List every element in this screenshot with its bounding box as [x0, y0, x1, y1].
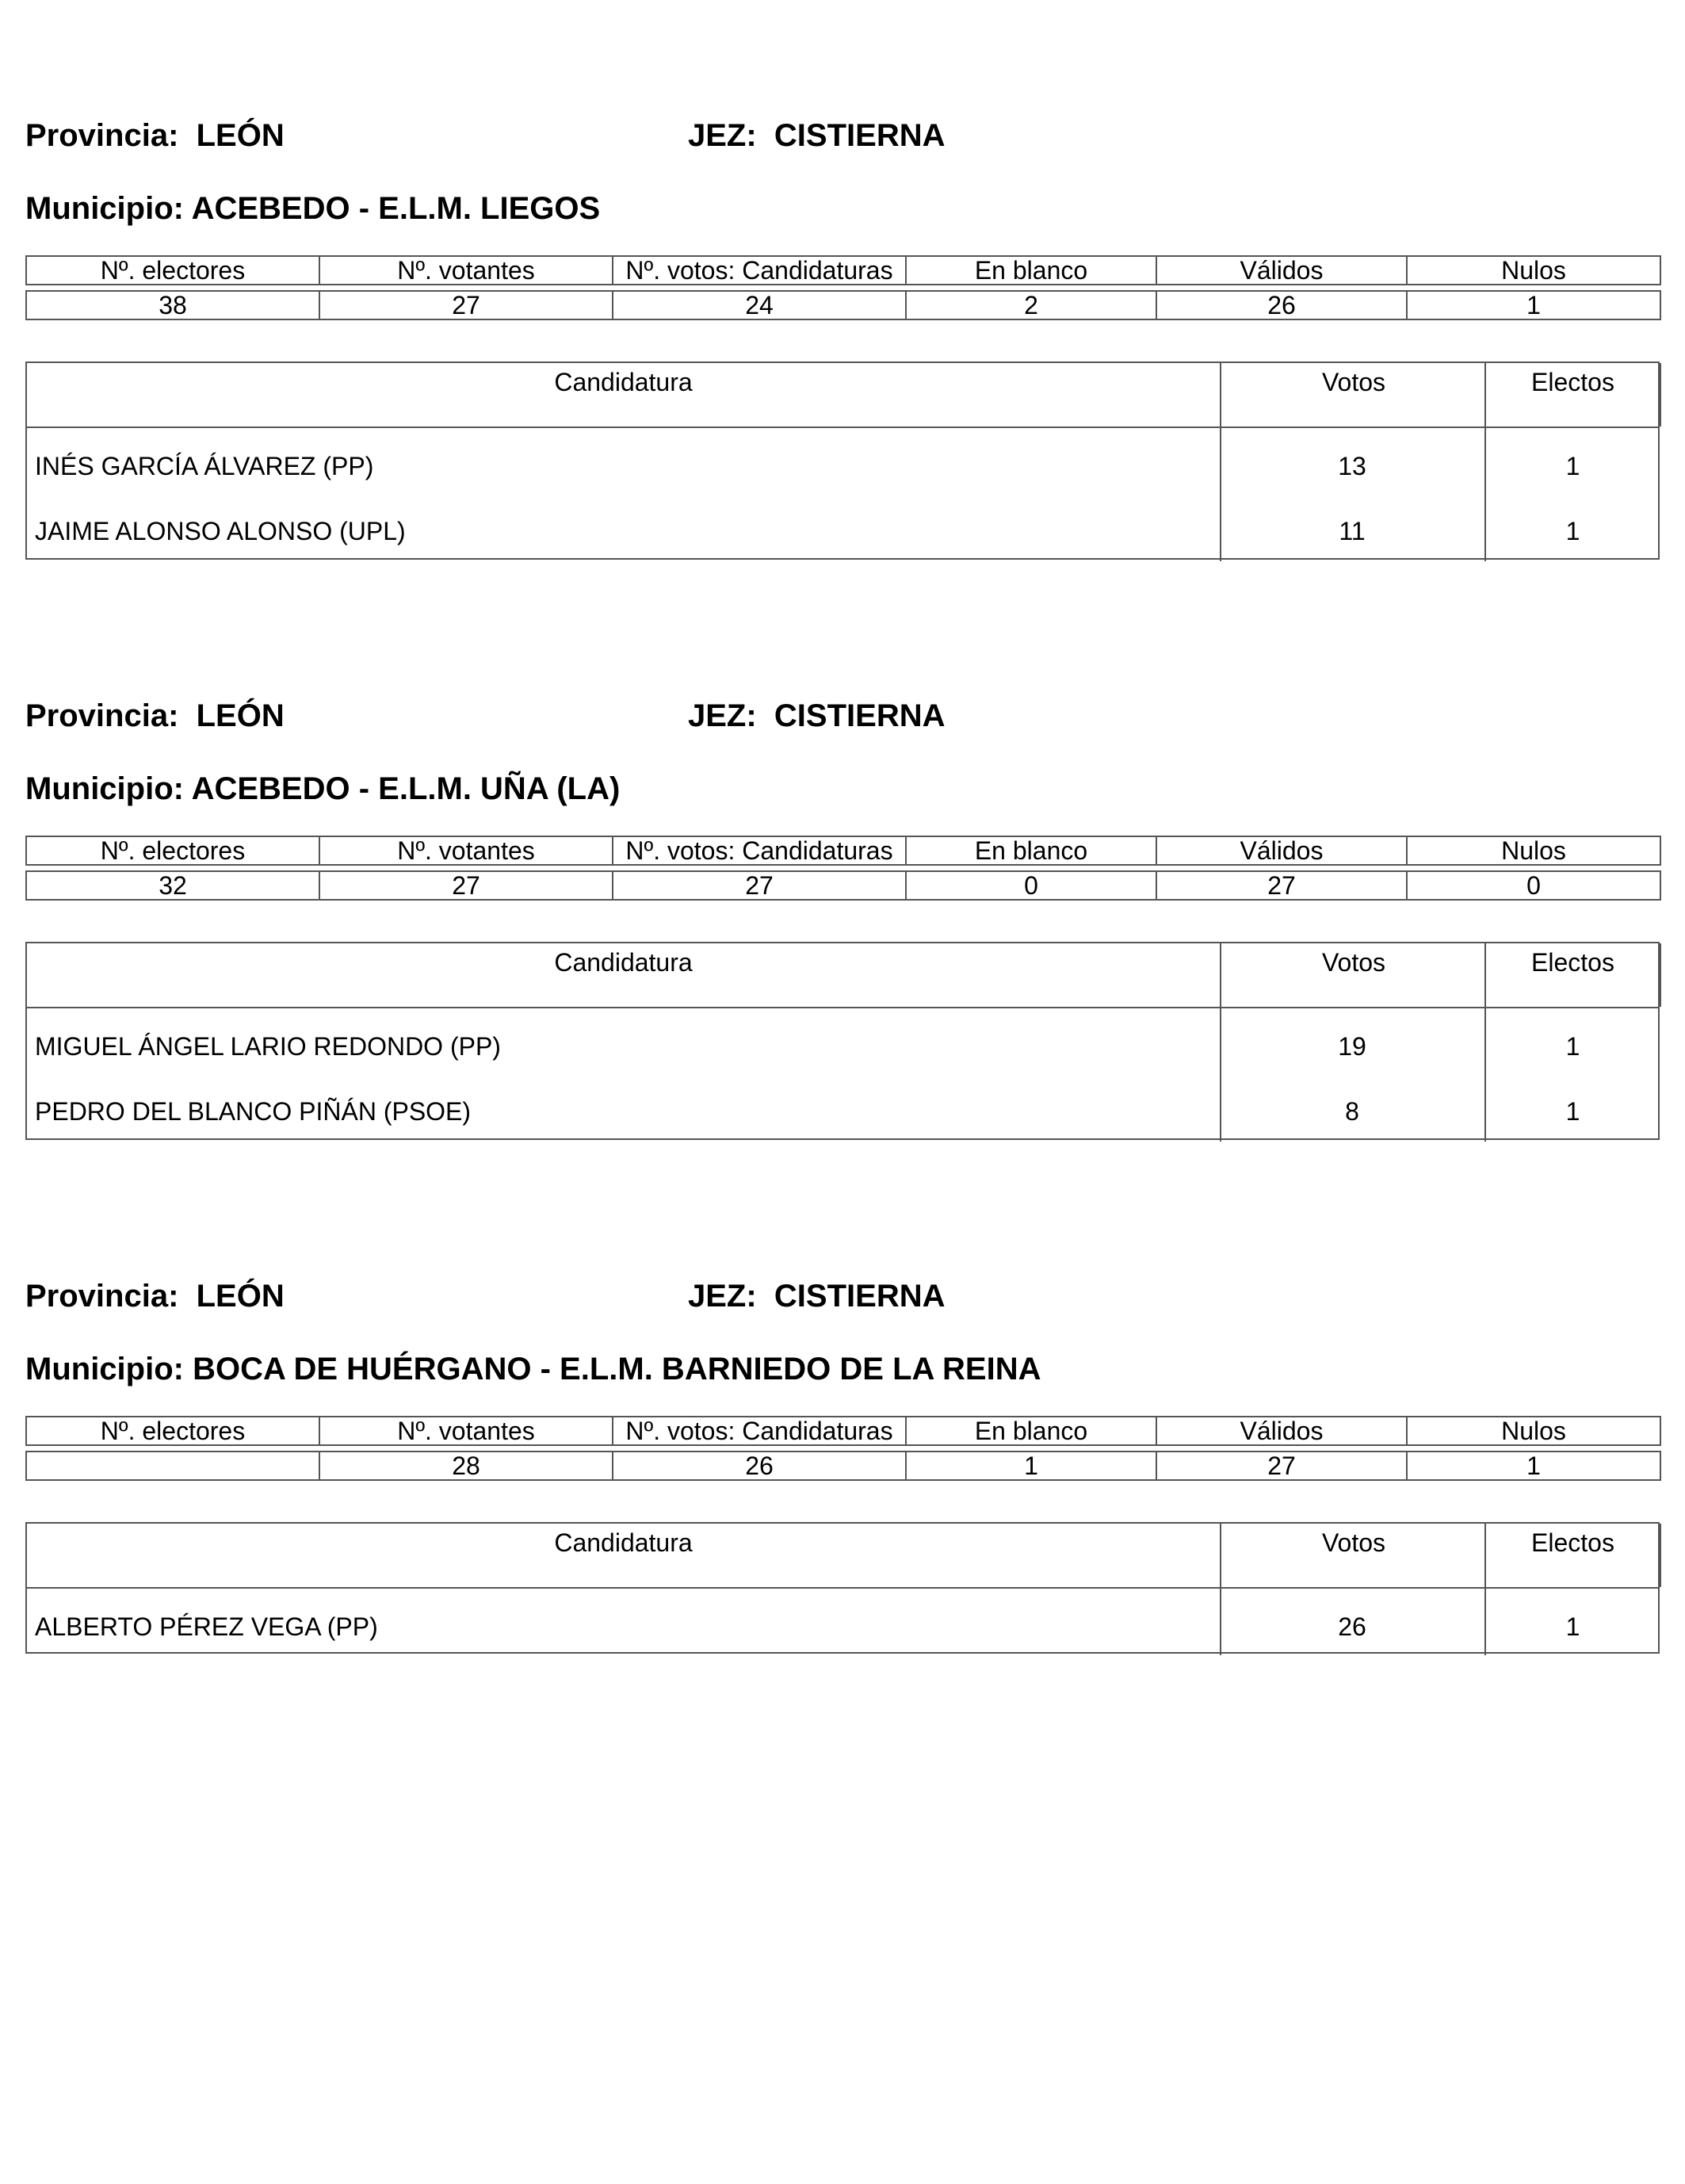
municipio-title: Municipio: ACEBEDO - E.L.M. LIEGOS [25, 191, 601, 226]
summary-header-validos: Válidos [1156, 836, 1407, 865]
summary-value-votos-candidaturas: 27 [613, 871, 906, 900]
summary-value-validos: 26 [1156, 291, 1407, 319]
jez-label: JEZ: CISTIERNA [688, 1279, 946, 1314]
header-electos: Electos [1531, 948, 1614, 977]
candidates-header [27, 1524, 1658, 1589]
provincia-label: Provincia: LEÓN [25, 1279, 285, 1314]
summary-header-row [26, 256, 1660, 285]
jez-label: JEZ: CISTIERNA [688, 698, 946, 733]
summary-header-votos-candidaturas: Nº. votos: Candidaturas [613, 256, 906, 285]
summary-value-en-blanco: 2 [906, 291, 1156, 319]
summary-value-votos-candidaturas: 24 [613, 291, 906, 319]
summary-header-row [26, 836, 1660, 865]
summary-value-electores: 38 [26, 291, 319, 319]
municipio-title: Municipio: ACEBEDO - E.L.M. UÑA (LA) [25, 771, 621, 806]
candidate-votos: 19 [1338, 1032, 1366, 1061]
header-electos: Electos [1531, 1528, 1614, 1557]
municipio-title: Municipio: BOCA DE HUÉRGANO - E.L.M. BARNIEDO DE LA REINA [25, 1352, 1041, 1387]
jez-label: JEZ: CISTIERNA [688, 118, 946, 153]
summary-header-votantes: Nº. votantes [319, 1417, 613, 1445]
summary-value-row [26, 871, 1660, 900]
summary-header-votos-candidaturas: Nº. votos: Candidaturas [613, 836, 906, 865]
summary-value-nulos: 1 [1407, 1452, 1660, 1480]
candidate-row [27, 428, 1658, 495]
candidates-table [25, 942, 1660, 1140]
candidate-name: INÉS GARCÍA ÁLVAREZ (PP) [35, 452, 374, 480]
candidate-row [27, 495, 1658, 561]
header-votos: Votos [1321, 1528, 1386, 1557]
candidates-table [25, 361, 1660, 560]
summary-value-row [26, 291, 1660, 319]
summary-value-validos: 27 [1156, 1452, 1407, 1480]
summary-value-votantes: 28 [319, 1452, 613, 1480]
provincia-label: Provincia: LEÓN [25, 118, 285, 153]
summary-value-validos: 27 [1156, 871, 1407, 900]
summary-value-electores: 32 [26, 871, 319, 900]
summary-table [25, 255, 1661, 320]
summary-value-electores [26, 1452, 319, 1480]
provincia-label: Provincia: LEÓN [25, 698, 285, 733]
summary-value-votantes: 27 [319, 871, 613, 900]
candidate-electos: 1 [1565, 517, 1580, 545]
summary-header-votos-candidaturas: Nº. votos: Candidaturas [613, 1417, 906, 1445]
header-votos: Votos [1321, 948, 1386, 977]
candidate-row [27, 1008, 1658, 1075]
header-votos: Votos [1321, 368, 1386, 396]
summary-value-votantes: 27 [319, 291, 613, 319]
candidate-votos: 8 [1345, 1097, 1359, 1126]
summary-header-nulos: Nulos [1407, 836, 1660, 865]
summary-header-validos: Válidos [1156, 1417, 1407, 1445]
candidate-votos: 13 [1338, 452, 1366, 480]
summary-header-votantes: Nº. votantes [319, 836, 613, 865]
summary-header-nulos: Nulos [1407, 256, 1660, 285]
summary-header-votantes: Nº. votantes [319, 256, 613, 285]
header-candidatura: Candidatura [554, 1528, 693, 1557]
summary-header-electores: Nº. electores [26, 836, 319, 865]
summary-table [25, 836, 1661, 901]
candidate-electos: 1 [1565, 452, 1580, 480]
header-candidatura: Candidatura [554, 368, 693, 396]
header-electos: Electos [1531, 368, 1614, 396]
summary-table [25, 1416, 1661, 1481]
candidate-name: ALBERTO PÉREZ VEGA (PP) [35, 1612, 378, 1641]
candidate-electos: 1 [1565, 1097, 1580, 1126]
summary-header-en-blanco: En blanco [906, 836, 1156, 865]
candidate-row [27, 1589, 1658, 1655]
candidate-electos: 1 [1565, 1612, 1580, 1641]
summary-header-nulos: Nulos [1407, 1417, 1660, 1445]
candidates-header [27, 943, 1658, 1008]
summary-value-nulos: 1 [1407, 291, 1660, 319]
summary-value-en-blanco: 1 [906, 1452, 1156, 1480]
candidate-row [27, 1075, 1658, 1142]
candidate-electos: 1 [1565, 1032, 1580, 1061]
summary-header-row [26, 1417, 1660, 1445]
summary-value-row [26, 1452, 1660, 1480]
candidate-votos: 11 [1339, 517, 1366, 545]
candidate-votos: 26 [1338, 1612, 1366, 1641]
summary-header-en-blanco: En blanco [906, 256, 1156, 285]
candidates-header [27, 363, 1658, 428]
summary-value-en-blanco: 0 [906, 871, 1156, 900]
summary-header-validos: Válidos [1156, 256, 1407, 285]
candidate-name: MIGUEL ÁNGEL LARIO REDONDO (PP) [35, 1032, 501, 1061]
summary-header-electores: Nº. electores [26, 1417, 319, 1445]
summary-header-electores: Nº. electores [26, 256, 319, 285]
candidate-name: JAIME ALONSO ALONSO (UPL) [35, 517, 406, 545]
candidates-table [25, 1522, 1660, 1654]
header-candidatura: Candidatura [554, 948, 693, 977]
candidate-name: PEDRO DEL BLANCO PIÑÁN (PSOE) [35, 1097, 472, 1126]
summary-value-votos-candidaturas: 26 [613, 1452, 906, 1480]
summary-value-nulos: 0 [1407, 871, 1660, 900]
summary-header-en-blanco: En blanco [906, 1417, 1156, 1445]
